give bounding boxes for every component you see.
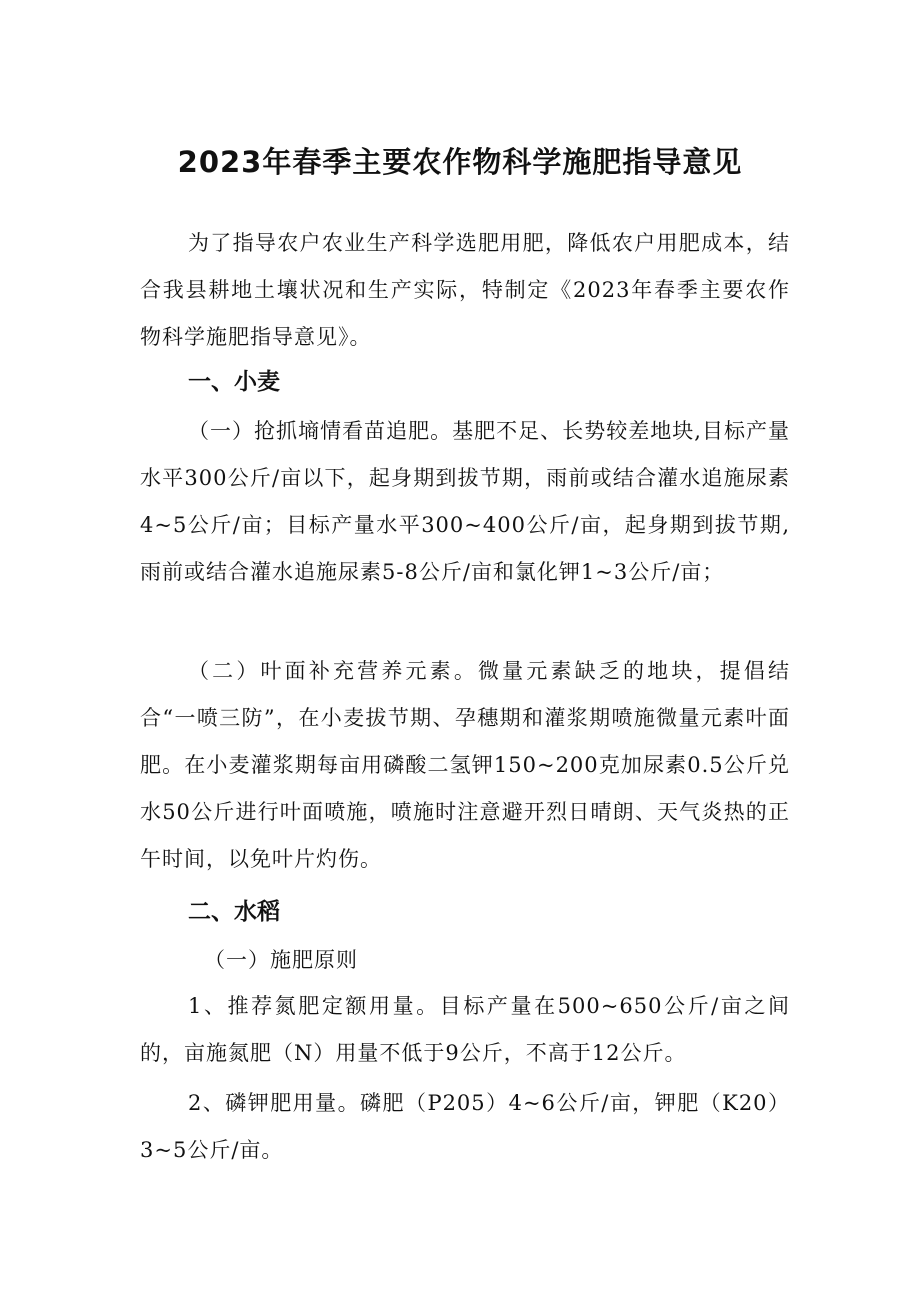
section-heading-rice: 二、水稻: [188, 899, 280, 925]
intro-paragraph: 为了指导农户农业生产科学选肥用肥，降低农户用肥成本，结合我县耕地土壤状况和生产实际，特制定《2023年春季主要农作物科学施肥指导意见》。: [140, 231, 790, 349]
wheat-paragraph-2: （二）叶面补充营养元素。微量元素缺乏的地块，提倡结合“一喷三防”，在小麦拔节期、孕穗期和灌浆期喷施微量元素叶面肥。在小麦灌浆期每亩用磷酸二氢钾150~200克加尿素0.5公斤兑水50公斤进行叶面喷施，喷施时注意避开烈日晴朗、天气炎热的正午时间，以免叶片灼伤。: [140, 659, 790, 871]
section-heading-wheat: 一、小麦: [188, 369, 280, 395]
wheat-paragraph-1: （一）抢抓墒情看苗追肥。基肥不足、长势较差地块,目标产量水平300公斤/亩以下，起身期到拔节期，雨前或结合灌水追施尿素4~5公斤/亩；目标产量水平300~400公斤/亩，起身期到拔节期,雨前或结合灌水追施尿素5-8公斤/亩和氯化钾1~3公斤/亩；: [140, 419, 790, 584]
rice-item-1: 1、推荐氮肥定额用量。目标产量在500~650公斤/亩之间的，亩施氮肥（N）用量不低于9公斤，不高于12公斤。: [140, 994, 790, 1065]
rice-item-2: 2、磷钾肥用量。磷肥（P205）4~6公斤/亩，钾肥（K20）3~5公斤/亩。: [140, 1091, 790, 1162]
page-title: 2023年春季主要农作物科学施肥指导意见: [177, 145, 743, 179]
rice-subheading-principles: （一）施肥原则: [204, 948, 358, 972]
